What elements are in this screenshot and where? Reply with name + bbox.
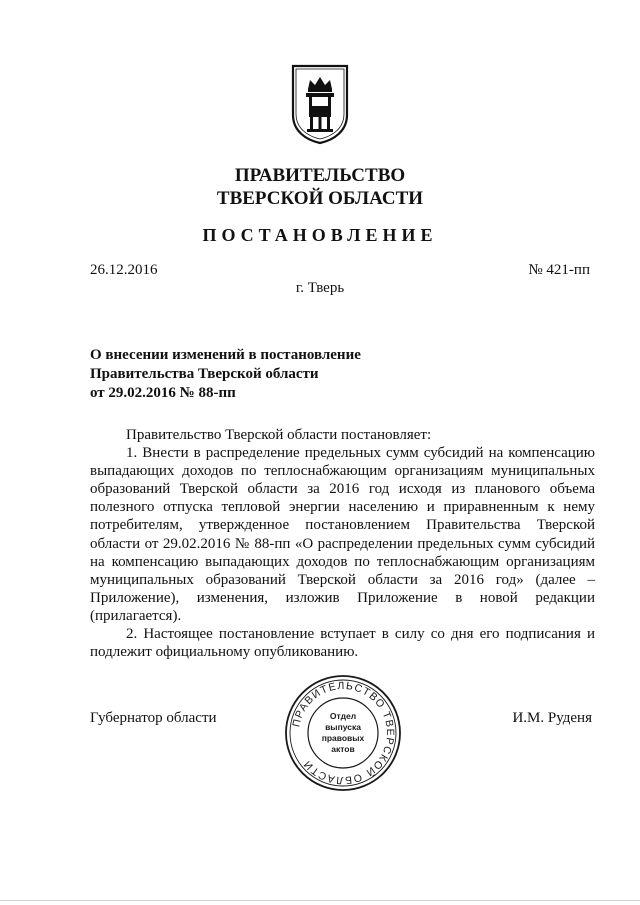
- body-line: на компенсацию выпадающих доходов по теплоснабжающим организациям: [90, 553, 595, 570]
- body-line: Правительство Тверской области постановляет:: [126, 427, 432, 443]
- body-line: 2. Настоящее постановление вступает в силу со дня его подписания и: [126, 626, 595, 643]
- government-name-line2: ТВЕРСКОЙ ОБЛАСТИ: [216, 188, 424, 209]
- document-subject: [90, 346, 361, 403]
- body-line: муниципальных образований Тверской области за 2016 год» (далее –: [90, 571, 595, 588]
- body-line: (прилагается).: [90, 607, 182, 624]
- stamp-center-line: выпуска: [325, 722, 361, 732]
- document-date: 26.12.2016: [90, 262, 158, 278]
- document-number: № 421-пп: [528, 262, 590, 278]
- body-line: потребителям, утвержденное постановлением Правительства Тверской: [90, 517, 595, 534]
- subject-line: О внесении изменений в постановление: [90, 347, 361, 363]
- official-stamp: [283, 673, 403, 793]
- signer-name: И.М. Руденя: [512, 710, 592, 726]
- body-line: полезного отпуска тепловой энергии населению и приравненным к нему: [90, 499, 595, 516]
- signer-title: Губернатор области: [90, 710, 217, 726]
- body-line: 1. Внести в распределение предельных сумм субсидий на компенсацию: [126, 445, 595, 462]
- body-line: выпадающих доходов по теплоснабжающим организациям муниципальных: [90, 463, 595, 480]
- stamp-center-line: Отдел: [329, 711, 357, 721]
- body-line: области от 29.02.2016 № 88-пп «О распределении предельных сумм субсидий: [90, 535, 595, 552]
- page-bottom-rule: [0, 900, 640, 901]
- subject-line: Правительства Тверской области: [90, 366, 319, 382]
- tver-coat-of-arms-icon: [290, 63, 350, 145]
- stamp-ring-text: ПРАВИТЕЛЬСТВО ТВЕРСКОЙ ОБЛАСТИ: [290, 679, 397, 787]
- subject-line: от 29.02.2016 № 88-пп: [90, 385, 236, 401]
- body-line: подлежит официальному опубликованию.: [90, 644, 359, 661]
- stamp-center-line: правовых: [321, 733, 365, 743]
- document-type-title: ПОСТАНОВЛЕНИЕ: [202, 225, 438, 245]
- body-line: Приложение), изменения, изложив Приложение в новой редакции: [90, 589, 595, 606]
- document-body: [90, 426, 595, 661]
- body-line: образований Тверской области за 2016 год исходя из планового объема: [90, 481, 595, 498]
- government-name-line1: ПРАВИТЕЛЬСТВО: [234, 165, 406, 186]
- document-city: г. Тверь: [295, 280, 345, 296]
- stamp-center-line: актов: [331, 744, 355, 754]
